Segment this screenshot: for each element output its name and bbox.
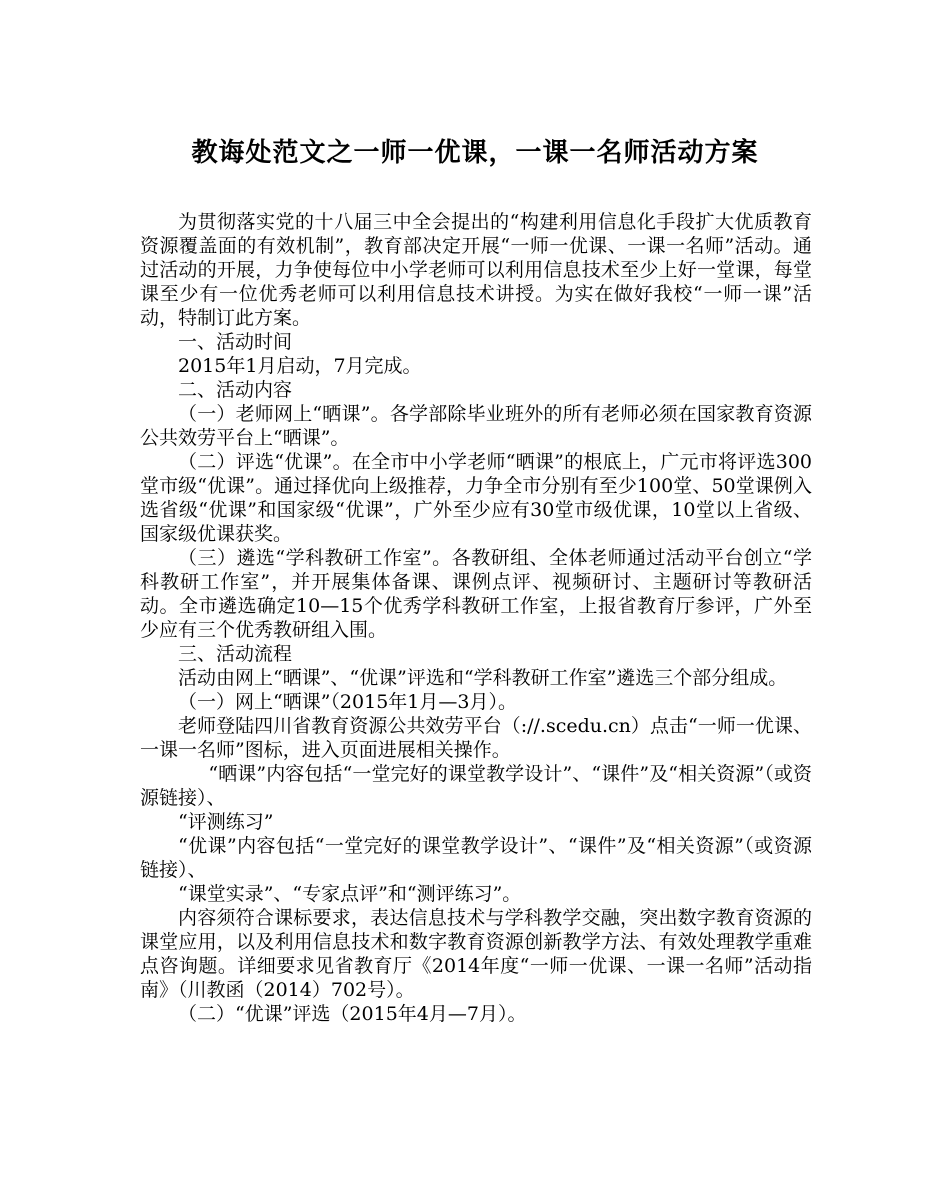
- paragraph-intro: 为贯彻落实党的十八届三中全会提出的“构建利用信息化手段扩大优质教育资源覆盖面的有效机制”，教育部决定开展“一师一优课、一课一名师”活动。通过活动的开展，力争使每位中小学老师可以利用信息技术至少上好一堂课，每堂课至少有一位优秀老师可以利用信息技术讲授。为实在做好我校“一师一课”活动，特制订此方案。: [140, 211, 812, 329]
- section-heading-process: 三、活动流程: [178, 643, 293, 665]
- section-heading-time: 一、活动时间: [178, 331, 293, 353]
- document-body: [140, 210, 812, 1026]
- paragraph-login: 老师登陆四川省教育资源公共效劳平台（://.scedu.cn）点击“一师一优课、一课一名师”图标，进入页面进展相关操作。: [140, 715, 812, 761]
- section-heading-content: 二、活动内容: [178, 379, 293, 401]
- paragraph-youke-content: “优课”内容包括“一堂完好的课堂教学设计”、“课件”及“相关资源”（或资源链接）、: [140, 835, 812, 881]
- paragraph-youke-items: “课堂实录”、“专家点评”和“测评练习”。: [178, 883, 522, 905]
- document-title: 教诲处范文之一师一优课，一课一名师活动方案: [191, 138, 759, 168]
- paragraph-requirements: 内容须符合课标要求，表达信息技术与学科教学交融，突出数字教育资源的课堂应用，以及利用信息技术和数字教育资源创新教学方法、有效处理教学重难点咨询题。详细要求见省教育厅《2014年度“一师一优课、一课一名师”活动指南》（川教函（2014）702号）。: [140, 907, 812, 1001]
- paragraph-shaike-test: “评测练习”: [178, 811, 274, 833]
- paragraph-shaike-content: “晒课”内容包括“一堂完好的课堂教学设计”、“课件”及“相关资源”（或资源链接）、: [140, 763, 812, 809]
- paragraph-process-2: （二）“优课”评选（2015年4月—7月）。: [178, 1003, 527, 1025]
- paragraph-content-2: （二）评选“优课”。在全市中小学老师“晒课”的根底上，广元市将评选300堂市级“优课”。通过择优向上级推荐，力争全市分别有至少100堂、50堂课例入选省级“优课”和国家级“优课”，广外至少应有30堂市级优课，10堂以上省级、国家级优课获奖。: [140, 451, 812, 545]
- paragraph-content-3: （三）遴选“学科教研工作室”。各教研组、全体老师通过活动平台创立“学科教研工作室”，并开展集体备课、课例点评、视频研讨、主题研讨等教研活动。全市遴选确定10—15个优秀学科教研工作室，上报省教育厅参评，广外至少应有三个优秀教研组入围。: [140, 547, 812, 641]
- paragraph-time: 2015年1月启动，7月完成。: [178, 355, 422, 377]
- paragraph-process-1: （一）网上“晒课”（2015年1月—3月）。: [178, 691, 517, 713]
- paragraph-content-1: （一）老师网上“晒课”。各学部除毕业班外的所有老师必须在国家教育资源公共效劳平台上“晒课”。: [140, 403, 812, 449]
- paragraph-process-intro: 活动由网上“晒课”、“优课”评选和“学科教研工作室”遴选三个部分组成。: [178, 667, 788, 689]
